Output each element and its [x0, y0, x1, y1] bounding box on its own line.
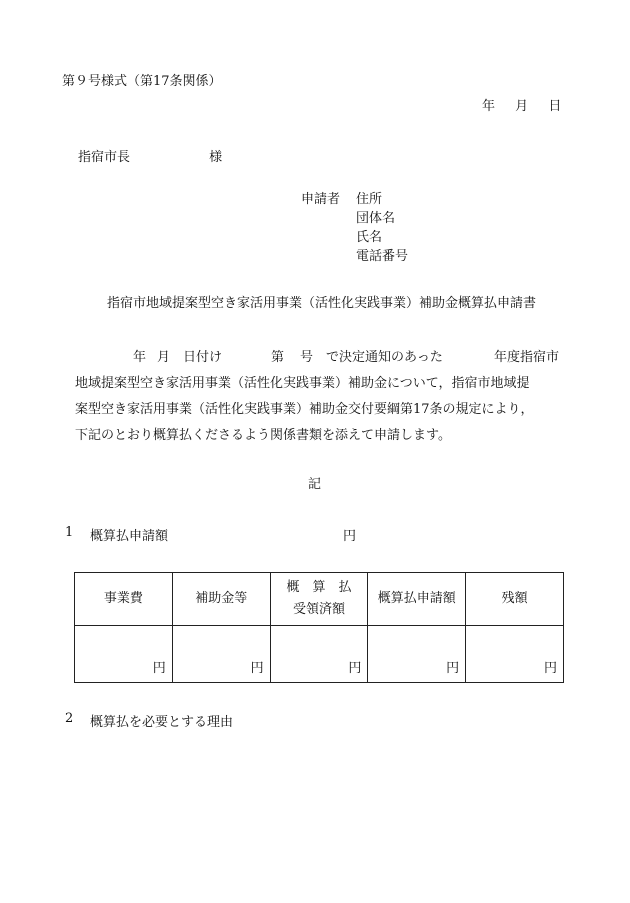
body-notice: で決定通知のあった: [326, 350, 443, 365]
addressee-name: 指宿市長: [78, 150, 131, 165]
document-title: 指宿市地域提案型空き家活用事業（活性化実践事業）補助金概算払申請書: [107, 296, 537, 311]
header-project-cost: 事業費: [75, 573, 173, 626]
body-line-2: 地域提案型空き家活用事業（活性化実践事業）補助金について，指宿市地域提: [75, 376, 530, 391]
header-balance: 残額: [466, 573, 564, 626]
body-line-4: 下記のとおり概算払くださるよう関係書類を添えて申請します。: [75, 428, 451, 443]
table-row: [75, 626, 564, 683]
item1-unit: 円: [343, 529, 357, 544]
body-dai: 第: [271, 350, 285, 365]
cell-subsidies: 円: [172, 626, 270, 683]
addressee-honorific: 様: [209, 150, 223, 165]
body-month: 月: [157, 350, 171, 365]
item2-label: 概算払を必要とする理由: [90, 715, 234, 730]
date-day: 日: [548, 99, 562, 114]
date-year: 年: [482, 99, 496, 114]
cell-project-cost: 円: [75, 626, 173, 683]
header-received: [270, 573, 368, 626]
body-dated: 日付け: [183, 350, 223, 365]
applicant-phone: 電話番号: [356, 249, 409, 264]
item2-number: 2: [65, 711, 74, 726]
header-requested: 概算払申請額: [368, 573, 466, 626]
body-go: 号: [300, 350, 314, 365]
date-line: [482, 95, 577, 114]
applicant-organization: 団体名: [356, 211, 396, 226]
item1-number: 1: [65, 525, 74, 540]
applicant-name: 氏名: [356, 230, 383, 245]
cell-balance: 円: [466, 626, 564, 683]
body-fiscal-year: 年度指宿市: [494, 350, 560, 365]
body-year: 年: [133, 350, 147, 365]
addressee: [78, 146, 222, 165]
date-month: 月: [515, 99, 529, 114]
cell-received: 円: [270, 626, 368, 683]
applicant-address: 住所: [356, 192, 383, 207]
form-number: 第９号様式（第17条関係）: [62, 74, 222, 89]
item1-label: 概算払申請額: [90, 529, 169, 544]
cell-requested: 円: [368, 626, 466, 683]
header-received-line1: 概 算 払: [286, 580, 352, 595]
amounts-table: [74, 572, 564, 683]
body-line-3: 案型空き家活用事業（活性化実践事業）補助金交付要綱第17条の規定により，: [75, 402, 534, 417]
applicant-label: 申請者: [301, 192, 341, 207]
ki-heading: 記: [308, 477, 322, 492]
header-subsidies: 補助金等: [172, 573, 270, 626]
table-header-row: [75, 573, 564, 626]
header-received-line2: 受領済額: [292, 602, 345, 617]
